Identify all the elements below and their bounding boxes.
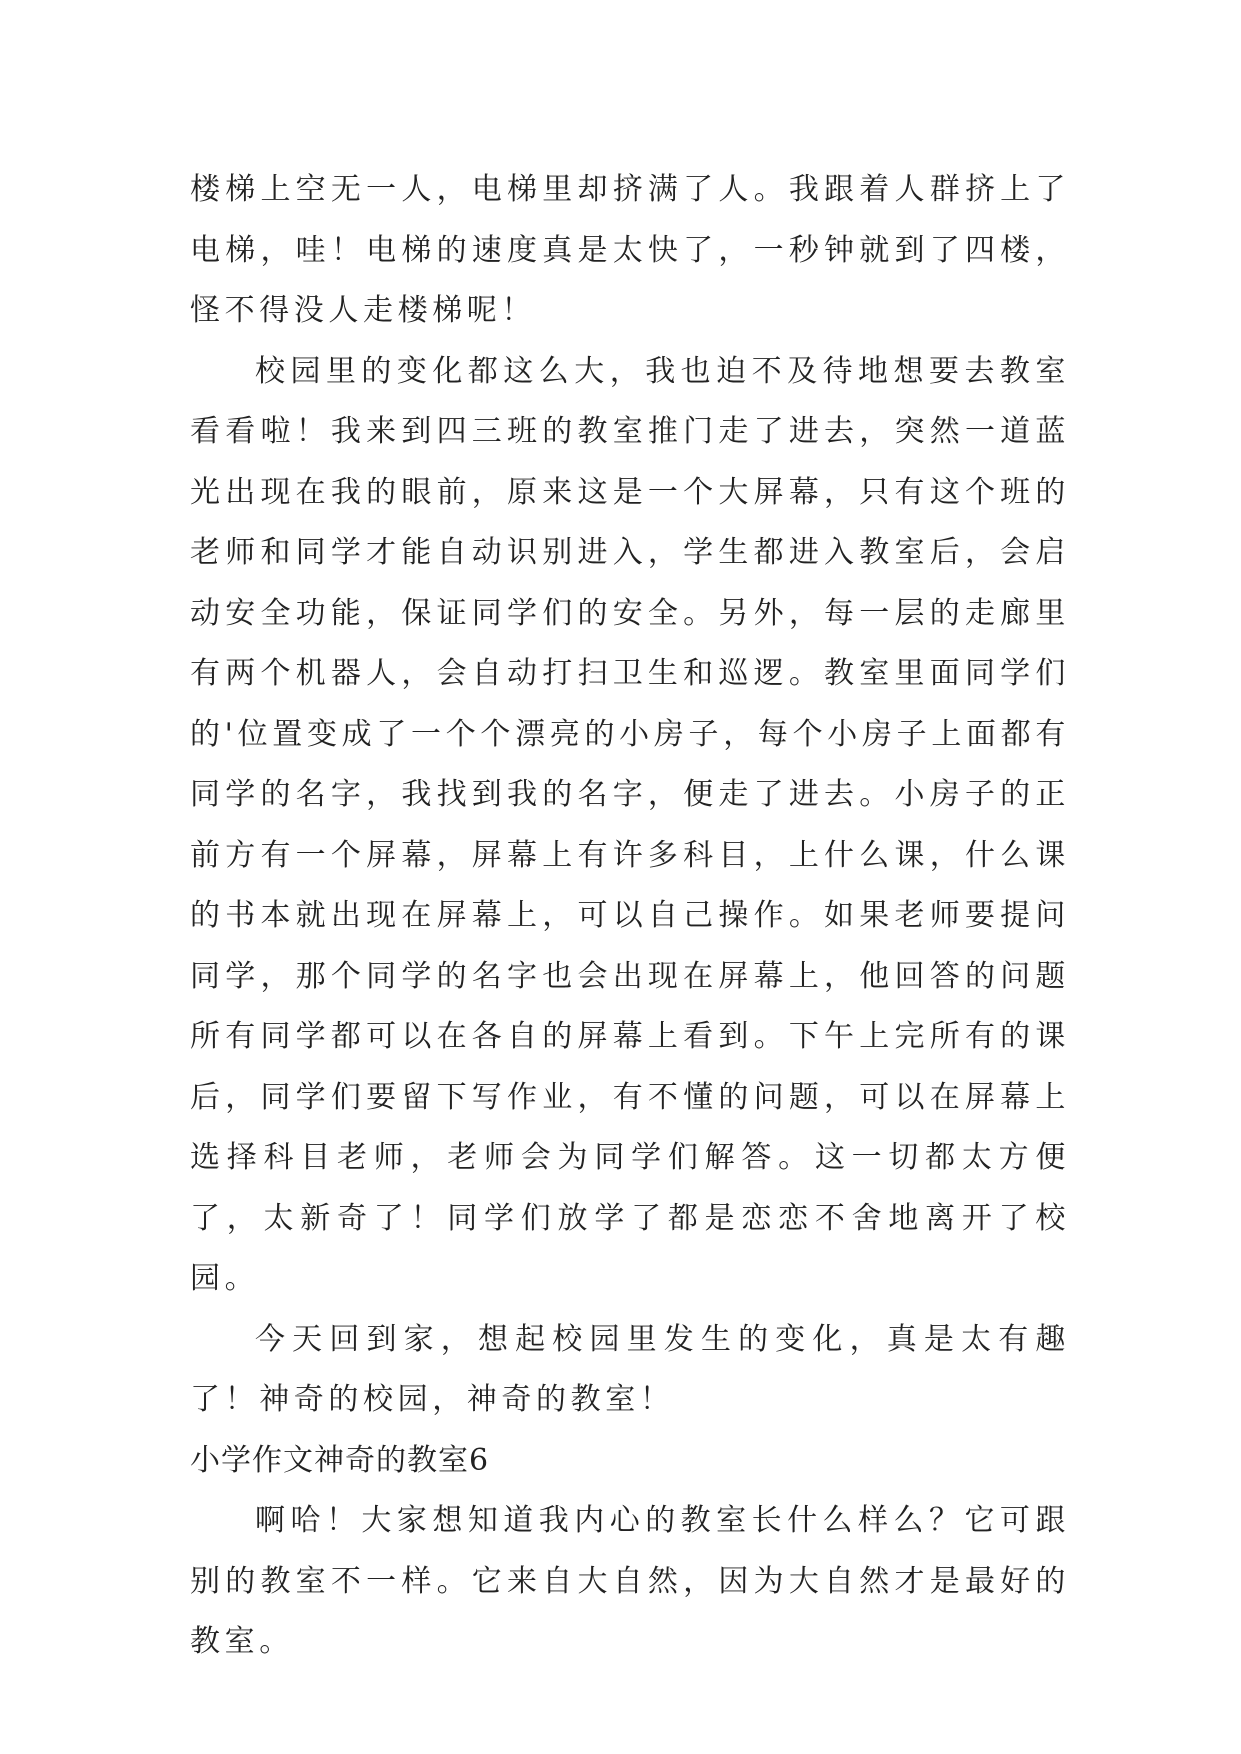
paragraph-conclusion: 今天回到家，想起校园里发生的变化，真是太有趣了！神奇的校园，神奇的教室！ — [190, 1321, 1070, 1417]
paragraph-continued: 楼梯上空无一人，电梯里却挤满了人。我跟着人群挤上了电梯，哇！电梯的速度真是太快了，一秒钟就到了四楼，怪不得没人走楼梯呢！ — [190, 172, 1070, 328]
document-body — [190, 160, 1070, 1673]
paragraph-classroom-changes: 校园里的变化都这么大，我也迫不及待地想要去教室看看啦！我来到四三班的教室推门走了进去，突然一道蓝光出现在我的眼前，原来这是一个大屏幕，只有这个班的老师和同学才能自动识别进入，学生都进入教室后，会启动安全功能，保证同学们的安全。另外，每一层的走廊里有两个机器人，会自动打扫卫生和巡逻。教室里面同学们的'位置变成了一个个漂亮的小房子，每个小房子上面都有同学的名字，我找到我的名字，便走了进去。小房子的正前方有一个屏幕，屏幕上有许多科目，上什么课，什么课的书本就出现在屏幕上，可以自己操作。如果老师要提问同学，那个同学的名字也会出现在屏幕上，他回答的问题所有同学都可以在各自的屏幕上看到。下午上完所有的课后，同学们要留下写作业，有不懂的问题，可以在屏幕上选择科目老师，老师会为同学们解答。这一切都太方便了，太新奇了！同学们放学了都是恋恋不舍地离开了校园。 — [190, 353, 1070, 1296]
section-title: 小学作文神奇的教室6 — [190, 1442, 490, 1478]
paragraph-section-intro: 啊哈！大家想知道我内心的教室长什么样么？它可跟别的教室不一样。它来自大自然，因为大自然才是最好的教室。 — [190, 1503, 1070, 1659]
